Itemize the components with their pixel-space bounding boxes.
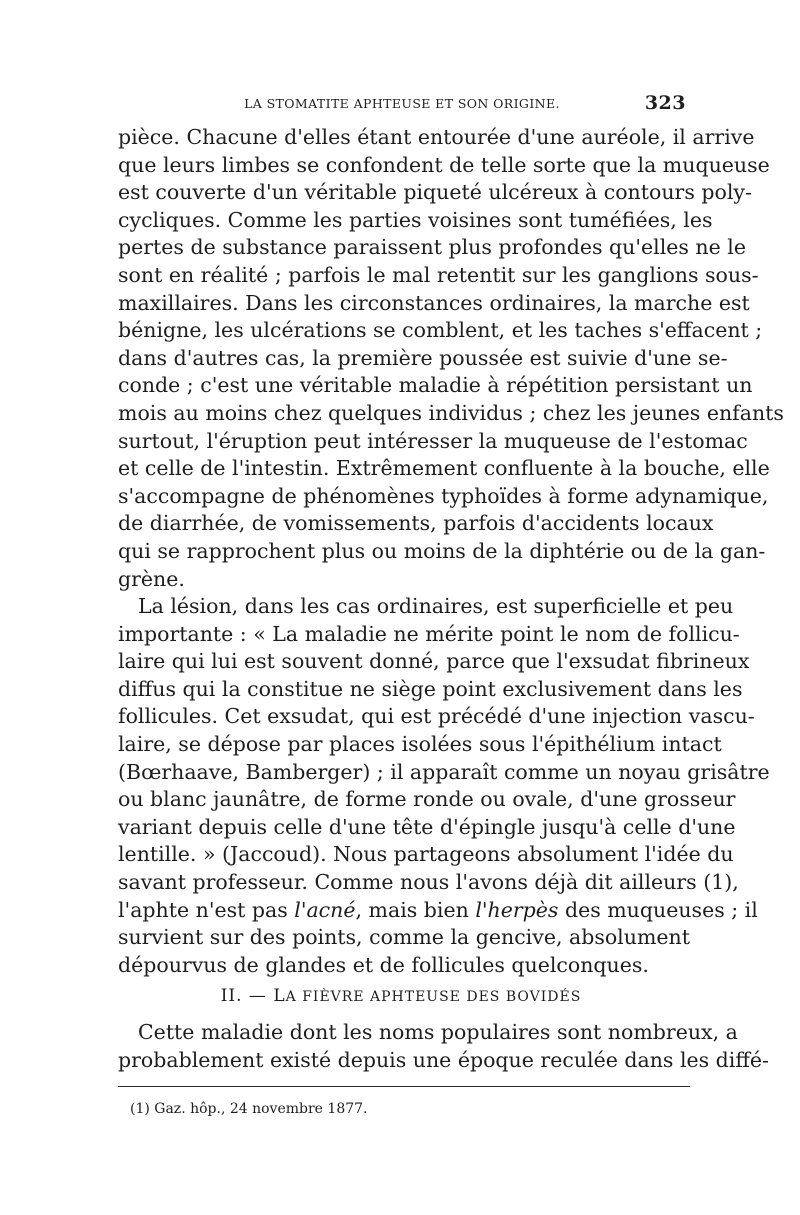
text-line: conde ; c'est une véritable maladie à répétition persistant un: [118, 373, 753, 398]
text-line: pertes de substance paraissent plus profondes qu'elles ne le: [118, 235, 746, 260]
text-line: est couverte d'un véritable piqueté ulcéreux à contours poly-: [118, 180, 752, 205]
text-segment: des muqueuses ; il: [558, 897, 758, 922]
text-line: importante : « La maladie ne mérite point le nom de follicu-: [118, 621, 740, 646]
text-line: laire, se dépose par places isolées sous l'épithélium intact: [118, 732, 722, 757]
section-title-initial: L: [273, 986, 286, 1006]
text-line: sont en réalité ; parfois le mal retentit sur les ganglions sous-: [118, 262, 759, 287]
text-line: ou blanc jaunâtre, de forme ronde ou ovale, d'une grosseur: [118, 787, 736, 812]
paragraph-3: [118, 1019, 769, 1074]
text-line: et celle de l'intestin. Extrêmement confluente à la bouche, elle: [118, 456, 770, 481]
text-line: mois au moins chez quelques individus ; chez les jeunes enfants: [118, 400, 784, 425]
text-line: bénigne, les ulcérations se comblent, et les taches s'effacent ;: [118, 318, 763, 343]
text-line: s'accompagne de phénomènes typhoïdes à forme adynamique,: [118, 483, 769, 508]
running-head: LA STOMATITE APHTEUSE ET SON ORIGINE.: [244, 96, 560, 111]
text-line: diffus qui la constitue ne siège point exclusivement dans les: [118, 676, 743, 701]
text-line: dépourvus de glandes et de follicules quelconques.: [118, 952, 649, 977]
body-text: [118, 124, 784, 979]
text-line: variant depuis celle d'une tête d'épingle jusqu'à celle d'une: [118, 814, 736, 839]
text-line: maxillaires. Dans les circonstances ordinaires, la marche est: [118, 290, 750, 315]
section-heading: [118, 986, 684, 1006]
text-line: dans d'autres cas, la première poussée est suivie d'une se-: [118, 345, 728, 370]
text-line: savant professeur. Comme nous l'avons déjà dit ailleurs (1),: [118, 870, 739, 895]
italic-term: l'herpès: [475, 897, 559, 922]
text-line: lentille. » (Jaccoud). Nous partageons absolument l'idée du: [118, 842, 734, 867]
text-segment: , mais bien: [355, 897, 476, 922]
text-line: survient sur des points, comme la gencive, absolument: [118, 925, 690, 950]
text-line: surtout, l'éruption peut intéresser la muqueuse de l'estomac: [118, 428, 748, 453]
text-line: follicules. Cet exsudat, qui est précédé d'une injection vascu-: [118, 704, 755, 729]
paragraph-1: [118, 124, 784, 593]
section-number: II. —: [220, 986, 274, 1006]
text-line: La lésion, dans les cas ordinaires, est superficielle et peu: [138, 594, 734, 619]
text-line-with-italics: [118, 897, 758, 925]
text-line: qui se rapprochent plus ou moins de la diphtérie ou de la gan-: [118, 538, 766, 563]
text-line: probablement existé depuis une époque reculée dans les diffé-: [118, 1047, 769, 1072]
text-line: cycliques. Comme les parties voisines sont tuméfiées, les: [118, 207, 713, 232]
text-line: de diarrhée, de vomissements, parfois d'accidents locaux: [118, 511, 714, 536]
text-line: pièce. Chacune d'elles étant entourée d'une auréole, il arrive: [118, 125, 755, 149]
text-line: que leurs limbes se confondent de telle sorte que la muqueuse: [118, 152, 770, 177]
text-line: Cette maladie dont les noms populaires sont nombreux, a: [138, 1020, 738, 1044]
text-line: grène.: [118, 566, 185, 591]
section-title: A FIÈVRE APHTEUSE DES BOVIDÉS: [285, 989, 582, 1005]
text-segment: l'aphte n'est pas: [118, 897, 295, 922]
footnote-rule: [118, 1086, 690, 1087]
footnote: (1) Gaz. hôp., 24 novembre 1877.: [130, 1101, 368, 1117]
paragraph-2: [118, 593, 770, 979]
page-number: 323: [644, 92, 686, 114]
text-line: laire qui lui est souvent donné, parce que l'exsudat fibrineux: [118, 649, 750, 674]
italic-term: l'acné: [294, 897, 356, 922]
text-line: (Bœrhaave, Bamberger) ; il apparaît comme un noyau grisâtre: [118, 759, 770, 784]
